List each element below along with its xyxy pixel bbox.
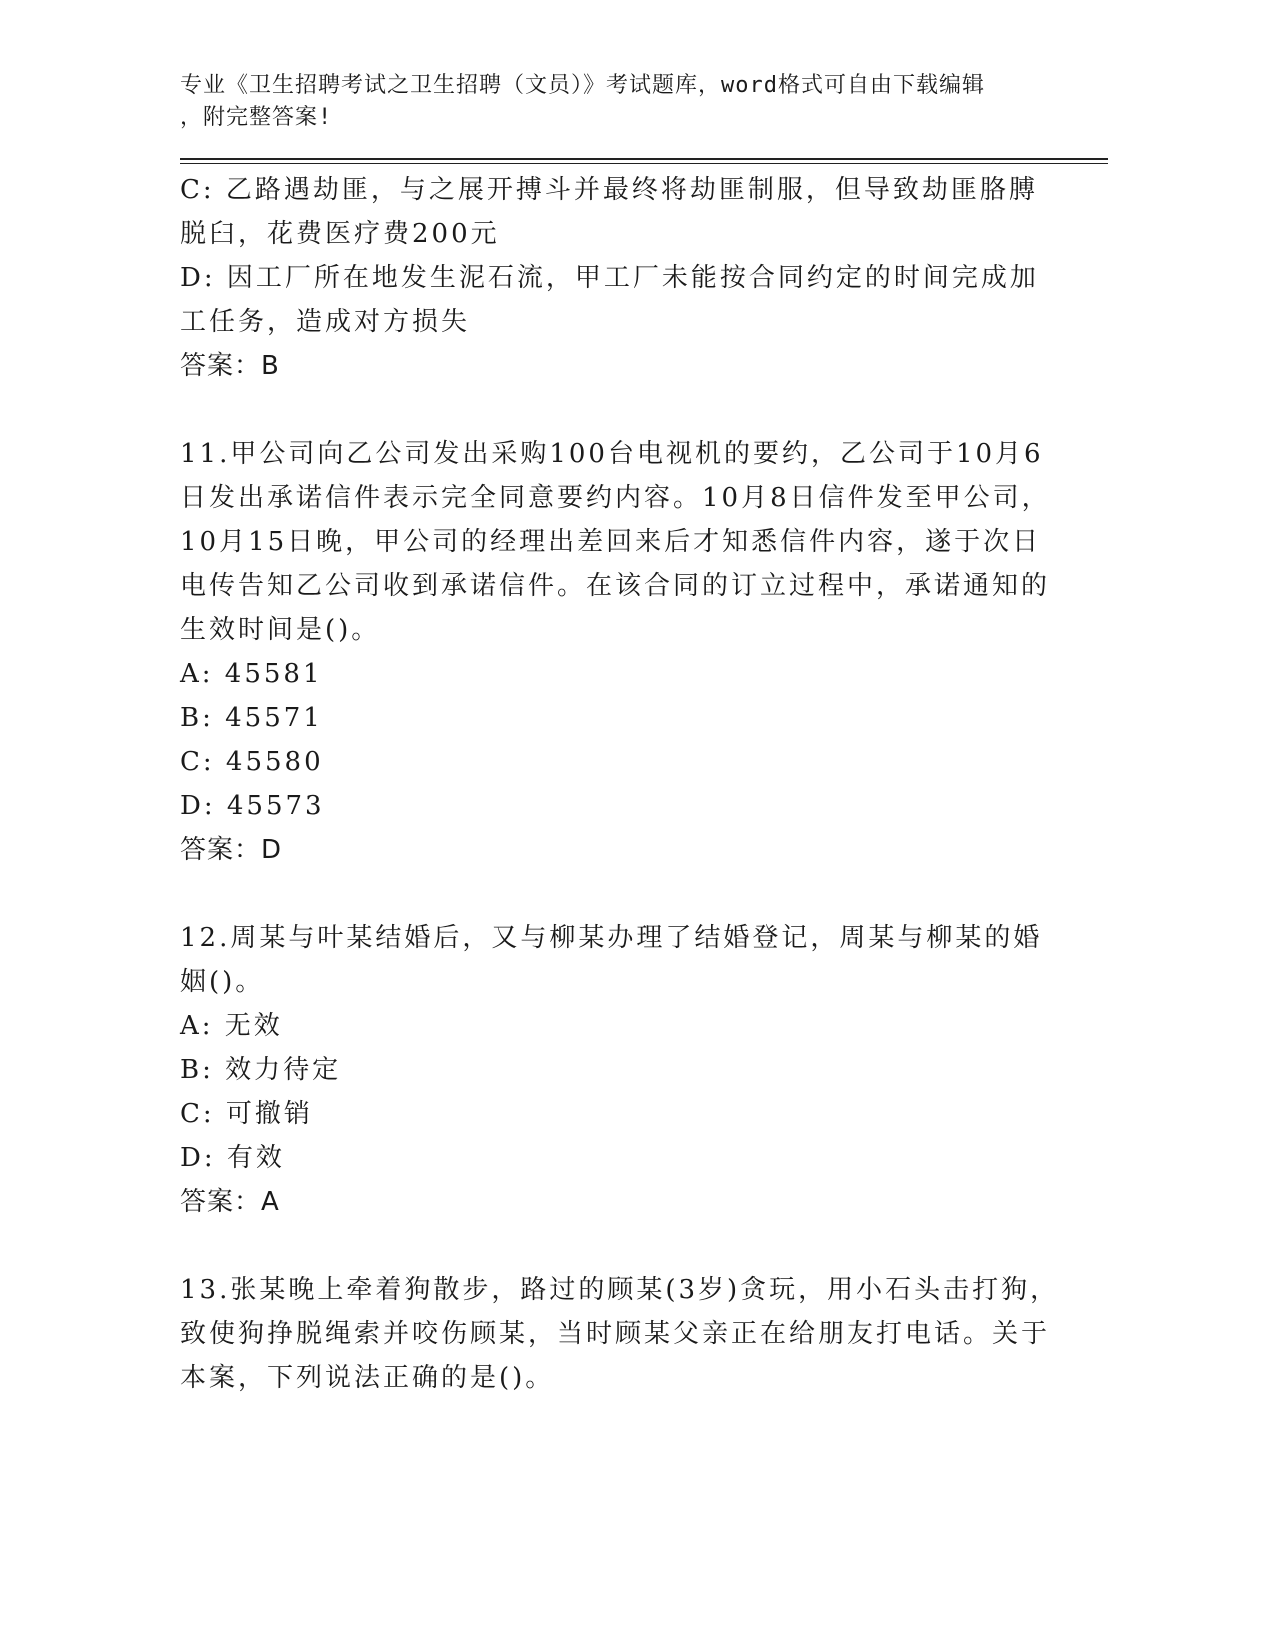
q11-stem: 11.甲公司向乙公司发出采购100台电视机的要约，乙公司于10月6日发出承诺信件表示完全同意要约内容。10月8日信件发至甲公司，10月15日晚，甲公司的经理出差回来后才知悉信件内容，遂于次日电传告知乙公司收到承诺信件。在该合同的订立过程中，承诺通知的生效时间是()。 — [180, 439, 1051, 645]
q10-option-d: D: 因工厂所在地发生泥石流，甲工厂未能按合同约定的时间完成加工任务，造成对方损失 — [180, 263, 1039, 337]
q10-option-c: C: 乙路遇劫匪，与之展开搏斗并最终将劫匪制服，但导致劫匪胳膊脱臼，花费医疗费200元 — [180, 175, 1038, 249]
q11-option-d: D: 45573 — [180, 791, 325, 821]
q12-option-b: B: 效力待定 — [180, 1055, 342, 1085]
q12-answer: 答案：A — [180, 1187, 280, 1217]
question-11 — [180, 432, 1060, 872]
spacer — [180, 872, 1060, 916]
document-page — [180, 70, 1110, 1400]
q11-option-b: B: 45571 — [180, 703, 323, 733]
q12-stem: 12.周某与叶某结婚后，又与柳某办理了结婚登记，周某与柳某的婚姻()。 — [180, 923, 1043, 997]
q12-option-d: D: 有效 — [180, 1143, 285, 1173]
q11-option-a: A: 45581 — [180, 659, 323, 689]
header-line-1: 专业《卫生招聘考试之卫生招聘（文员）》考试题库，word格式可自由下载编辑 — [180, 73, 985, 98]
header-divider — [180, 158, 1108, 164]
spacer — [180, 388, 1060, 432]
q12-option-a: A: 无效 — [180, 1011, 283, 1041]
question-content — [180, 168, 1060, 1400]
question-12 — [180, 916, 1060, 1224]
question-10-tail — [180, 168, 1060, 388]
q13-stem: 13.张某晚上牵着狗散步，路过的顾某(3岁)贪玩，用小石头击打狗，致使狗挣脱绳索并咬伤顾某，当时顾某父亲正在给朋友打电话。关于本案，下列说法正确的是()。 — [180, 1275, 1060, 1393]
spacer — [180, 1224, 1060, 1268]
q10-answer: 答案：B — [180, 351, 280, 381]
q12-option-c: C: 可撤销 — [180, 1099, 313, 1129]
question-13 — [180, 1268, 1060, 1400]
q11-answer: 答案：D — [180, 835, 283, 865]
header-line-2: ，附完整答案! — [180, 105, 333, 130]
q11-option-c: C: 45580 — [180, 747, 324, 777]
document-header-note — [180, 70, 1040, 134]
